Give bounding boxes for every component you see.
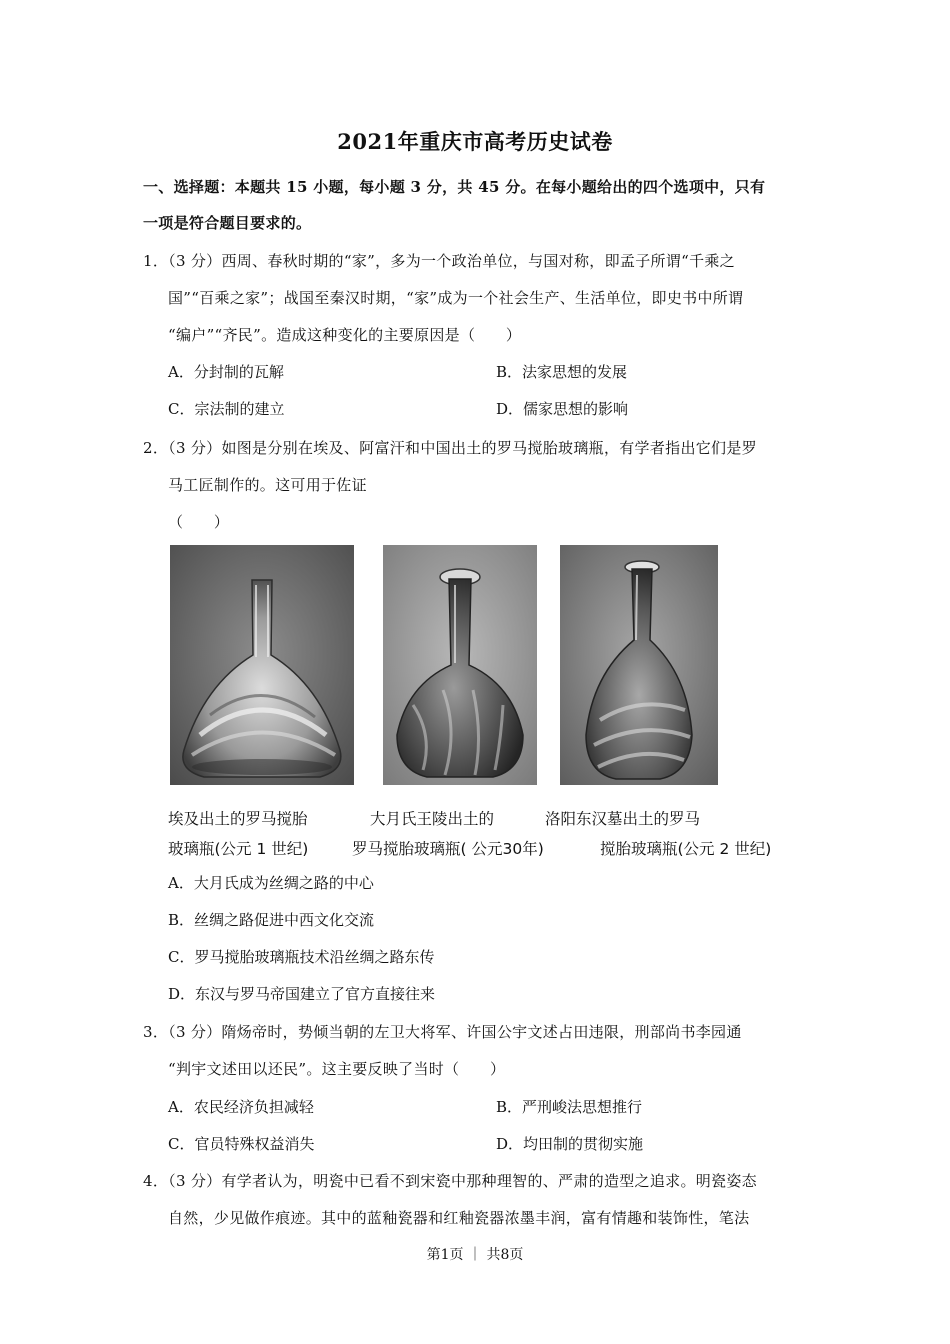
q1-option-a: A．分封制的瓦解	[168, 363, 284, 381]
caption-luoyang-line1: 洛阳东汉墓出土的罗马	[545, 810, 701, 828]
section-heading-line1: 一、选择题：本题共 15 小题，每小题 3 分，共 45 分。在每小题给出的四个选项中，只有	[143, 178, 766, 196]
caption-luoyang-line2: 搅胎玻璃瓶(公元 2 世纪)	[600, 840, 772, 858]
q1-option-b: B．法家思想的发展	[496, 363, 628, 381]
q2-option-b: B．丝绸之路促进中西文化交流	[168, 911, 375, 929]
q2-stem-line1: 2．（3 分）如图是分别在埃及、阿富汗和中国出土的罗马搅胎玻璃瓶，有学者指出它们是罗	[143, 439, 757, 457]
vase-photo-luoyang	[560, 545, 718, 785]
page-footer: 第1页 ｜ 共8页	[426, 1247, 524, 1263]
caption-afghanistan-line1: 大月氏王陵出土的	[370, 810, 495, 828]
q3-option-d: D．均田制的贯彻实施	[496, 1135, 644, 1153]
q1-option-d: D．儒家思想的影响	[496, 400, 629, 418]
vase-photo-egypt	[170, 545, 354, 785]
q3-option-b: B．严刑峻法思想推行	[496, 1098, 643, 1116]
q2-stem-line2: 马工匠制作的。这可用于佐证	[168, 476, 367, 494]
q1-stem-line3: “编户”“齐民”。造成这种变化的主要原因是（ ）	[168, 326, 522, 344]
q1-stem-line2: 国”“百乘之家”；战国至秦汉时期，“家”成为一个社会生产、生活单位，即史书中所谓	[168, 289, 744, 307]
q3-option-a: A．农民经济负担减轻	[168, 1098, 314, 1116]
q3-option-c: C．官员特殊权益消失	[168, 1135, 315, 1153]
q4-stem-line2: 自然，少见做作痕迹。其中的蓝釉瓷器和红釉瓷器浓墨丰润，富有情趣和装饰性，笔法	[168, 1209, 750, 1227]
q1-stem-line1: 1．（3 分）西周、春秋时期的“家”，多为一个政治单位，与国对称，即孟子所谓“千乘之	[143, 252, 735, 270]
page-title: 2021年重庆市高考历史试卷	[337, 129, 613, 154]
q3-stem-line2: “判宇文述田以还民”。这主要反映了当时（ ）	[168, 1060, 506, 1078]
vase-photo-afghanistan	[383, 545, 537, 785]
q3-stem-line1: 3．（3 分）隋炀帝时，势倾当朝的左卫大将军、许国公宇文述占田违限，刑部尚书李园通	[143, 1023, 742, 1041]
q2-option-d: D．东汉与罗马帝国建立了官方直接往来	[168, 985, 436, 1003]
caption-egypt-line1: 埃及出土的罗马搅胎	[168, 810, 308, 828]
q2-option-c: C．罗马搅胎玻璃瓶技术沿丝绸之路东传	[168, 948, 435, 966]
q1-option-c: C．宗法制的建立	[168, 400, 285, 418]
caption-egypt-line2: 玻璃瓶(公元 1 世纪)	[168, 840, 309, 858]
q4-stem-line1: 4．（3 分）有学者认为，明瓷中已看不到宋瓷中那种理智的、严肃的造型之追求。明瓷姿态	[143, 1172, 757, 1190]
q2-option-a: A．大月氏成为丝绸之路的中心	[168, 874, 374, 892]
section-heading-line2: 一项是符合题目要求的。	[143, 214, 312, 232]
q2-stem-line3: （ ）	[168, 513, 230, 531]
caption-afghanistan-line2: 罗马搅胎玻璃瓶( 公元30年)	[352, 840, 544, 858]
